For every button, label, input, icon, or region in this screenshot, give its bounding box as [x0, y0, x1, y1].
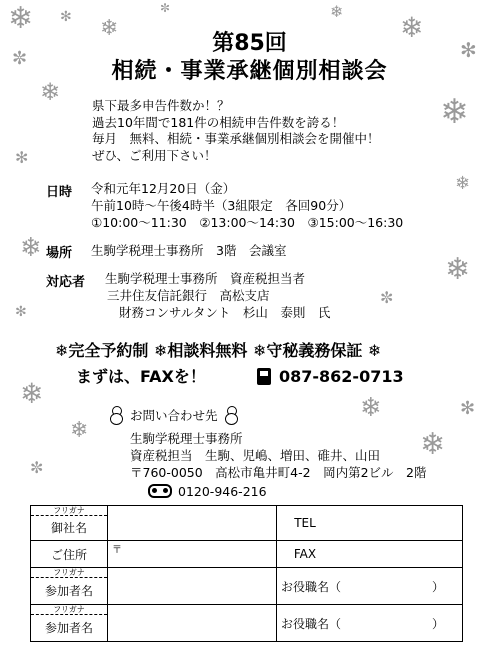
position-label: お役職名（ — [281, 616, 342, 631]
intro-line: 県下最多申告件数か！？ — [92, 98, 230, 113]
furigana-label: フリガナ — [31, 568, 107, 578]
address-field[interactable] — [108, 541, 277, 568]
staff-line: 生駒学税理士事務所 資産税担当者 — [105, 271, 306, 286]
address-label: ご住所 — [31, 541, 108, 568]
fax-field[interactable] — [333, 541, 463, 568]
attendee-label: 参加者名 — [44, 584, 93, 598]
intro-line: 過去10年間で181件の相続申告件数を誇る！ — [92, 114, 345, 130]
contact-details — [130, 430, 427, 481]
contact-heading: お問い合わせ先 — [110, 406, 237, 424]
intro-line: 毎月 無料、相続・事業承継個別相談会を開催中！ — [92, 131, 380, 146]
attendee-name-field[interactable] — [108, 568, 277, 605]
staff-details — [105, 270, 330, 321]
fax-icon — [257, 368, 271, 385]
venue-label: 場所 — [46, 246, 73, 261]
table-row — [31, 506, 463, 541]
schedule-details — [91, 180, 403, 231]
table-row — [31, 568, 463, 605]
event-number-title: 第85回 — [212, 31, 287, 56]
service-features-banner: ❄完全予約制 ❄相談料無料 ❄守秘義務保証 ❄ — [55, 341, 382, 360]
intro-text — [92, 98, 380, 164]
staff-line: 三井住友信託銀行 高松支店 — [107, 288, 270, 303]
tel-field[interactable] — [333, 506, 463, 541]
contact-phone-row — [148, 483, 267, 500]
freecall-icon — [148, 484, 172, 498]
fax-label: FAX — [277, 541, 334, 568]
postal-mark: 〒 — [112, 545, 122, 556]
position-field[interactable] — [277, 568, 463, 605]
venue-value: 生駒学税理士事務所 3階 会議室 — [91, 243, 287, 258]
table-row — [31, 605, 463, 642]
contact-phone: 0120-946-216 — [178, 484, 267, 499]
attendee-name-field[interactable] — [108, 605, 277, 642]
contact-address: 〒760-0050 高松市亀井町4-2 岡内第2ビル 2階 — [130, 465, 427, 480]
snowman-icon — [110, 406, 122, 424]
event-name-title: 相続・事業承継個別相談会 — [111, 59, 388, 84]
snowman-icon — [225, 406, 237, 424]
staff-line: 財務コンサルタント 杉山 泰則 氏 — [119, 305, 331, 320]
furigana-label: フリガナ — [31, 605, 107, 615]
staff-label: 対応者 — [46, 275, 86, 290]
company-field[interactable] — [108, 506, 277, 541]
application-form — [30, 505, 463, 642]
contact-office: 生駒学税理士事務所 — [130, 431, 243, 446]
furigana-label: フリガナ — [31, 506, 107, 516]
schedule-date: 令和元年12月20日（金） — [91, 181, 236, 196]
attendee-label: 参加者名 — [44, 621, 93, 635]
company-label: 御社名 — [50, 521, 87, 535]
tel-label: TEL — [277, 506, 334, 541]
schedule-label: 日時 — [46, 185, 73, 200]
fax-cta-text: まずは、FAXを！ — [76, 367, 206, 386]
position-field[interactable] — [277, 605, 463, 642]
schedule-hours: 午前10時～午後4時半（3組限定 各回90分） — [91, 198, 352, 213]
fax-number: 087-862-0713 — [278, 367, 404, 386]
contact-staff: 資産税担当 生駒、児嶋、増田、碓井、山田 — [130, 448, 381, 463]
service-features-text: 完全予約制 ❄相談料無料 ❄守秘義務保証 ❄ — [68, 341, 382, 360]
position-close: ） — [431, 579, 444, 594]
fax-cta — [76, 364, 404, 387]
position-label: お役職名（ — [281, 579, 342, 594]
table-row — [31, 541, 463, 568]
position-close: ） — [431, 616, 444, 631]
schedule-slots: ①10:00～11:30 ②13:00～14:30 ③15:00～16:30 — [91, 215, 404, 230]
intro-line: ぜひ、ご利用下さい！ — [92, 147, 217, 163]
